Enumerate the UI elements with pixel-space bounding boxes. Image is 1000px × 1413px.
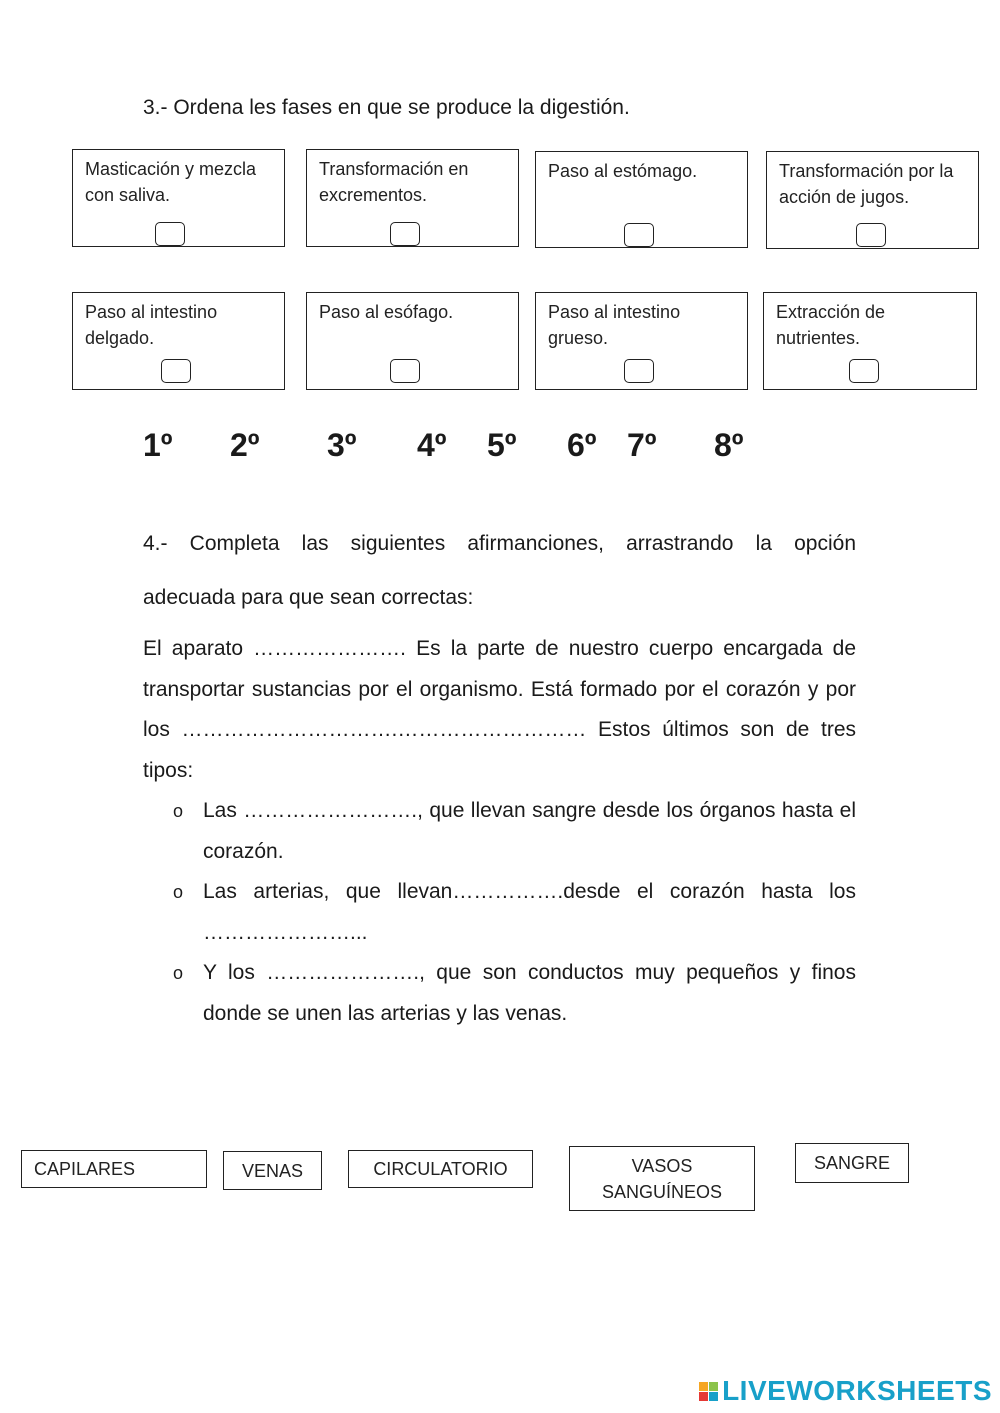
order-label-4: 4º — [417, 427, 447, 463]
order-label-7: 7º — [627, 427, 657, 463]
bullet-mark: o — [173, 963, 184, 983]
exercise-4-paragraph: El aparato …………………. Es la parte de nuestro cuerpo encargada de transportar sustancias por el organismo. Está formado por el corazón y por los ………………………….……………………… Estos últimos son de tres tipos: — [143, 637, 856, 782]
order-label-6: 6º — [567, 427, 597, 463]
phase-card-4 — [766, 151, 979, 249]
logo-square — [709, 1392, 718, 1401]
liveworksheets-logo — [699, 1375, 992, 1407]
exercise-4-title-line2: adecuada para que sean correctas: — [143, 586, 474, 609]
statement-text: Y los …………………., que son conductos muy pequeños y finos donde se unen las arterias y las venas. — [203, 961, 856, 1025]
bullet-mark: o — [173, 882, 184, 902]
phase-label: Transformación por la acción de jugos. — [779, 161, 954, 207]
order-checkbox[interactable] — [155, 222, 185, 246]
logo-square — [699, 1382, 708, 1391]
bullet-list — [143, 791, 856, 1034]
exercise-3-title: 3.- Ordena les fases en que se produce la digestión. — [143, 96, 630, 119]
phase-card-1 — [72, 149, 285, 247]
phase-card-7 — [535, 292, 748, 390]
phase-card-8 — [763, 292, 977, 390]
phase-label: Transformación en excrementos. — [319, 159, 469, 205]
logo-icon — [699, 1382, 718, 1401]
phase-label: Paso al intestino grueso. — [548, 302, 681, 348]
order-checkbox[interactable] — [624, 359, 654, 383]
order-label-3: 3º — [327, 427, 357, 463]
order-label-5: 5º — [487, 427, 517, 463]
phase-card-3 — [535, 151, 748, 248]
list-item — [143, 791, 856, 872]
phase-label: Extracción de nutrientes. — [776, 302, 886, 348]
phase-label: Masticación y mezcla con saliva. — [85, 159, 257, 205]
statement-text: Las arterias, que llevan…………….desde el corazón hasta los …………………... — [203, 880, 856, 944]
order-label-8: 8º — [714, 427, 744, 463]
logo-square — [699, 1392, 708, 1401]
order-checkbox[interactable] — [624, 223, 654, 247]
drag-option-circulatorio[interactable]: CIRCULATORIO — [348, 1150, 533, 1188]
drag-option-sangre[interactable]: SANGRE — [795, 1143, 909, 1183]
order-checkbox[interactable] — [856, 223, 886, 247]
statement-text: Las ……………………., que llevan sangre desde los órganos hasta el corazón. — [203, 799, 856, 863]
phase-card-5 — [72, 292, 285, 390]
logo-square — [709, 1382, 718, 1391]
list-item — [143, 872, 856, 953]
exercise-4-title-line1: 4.- Completa las siguientes afirmanciones, arrastrando la opción — [143, 532, 856, 555]
list-item — [143, 953, 856, 1034]
order-checkbox[interactable] — [849, 359, 879, 383]
drag-option-vasos-sanguineos[interactable]: VASOS SANGUÍNEOS — [569, 1146, 755, 1211]
order-checkbox[interactable] — [390, 359, 420, 383]
drag-option-capilares[interactable]: CAPILARES — [21, 1150, 207, 1188]
order-label-2: 2º — [230, 427, 260, 463]
phase-label: Paso al esófago. — [319, 302, 454, 322]
phase-label: Paso al estómago. — [548, 161, 698, 181]
order-checkbox[interactable] — [390, 222, 420, 246]
phase-card-6 — [306, 292, 519, 390]
bullet-mark: o — [173, 801, 184, 821]
exercise-4 — [143, 517, 856, 1034]
order-checkbox[interactable] — [161, 359, 191, 383]
logo-text: LIVEWORKSHEETS — [722, 1375, 992, 1406]
phase-card-2 — [306, 149, 519, 247]
drag-option-venas[interactable]: VENAS — [223, 1151, 322, 1190]
phase-label: Paso al intestino delgado. — [85, 302, 218, 348]
order-label-1: 1º — [143, 427, 173, 463]
